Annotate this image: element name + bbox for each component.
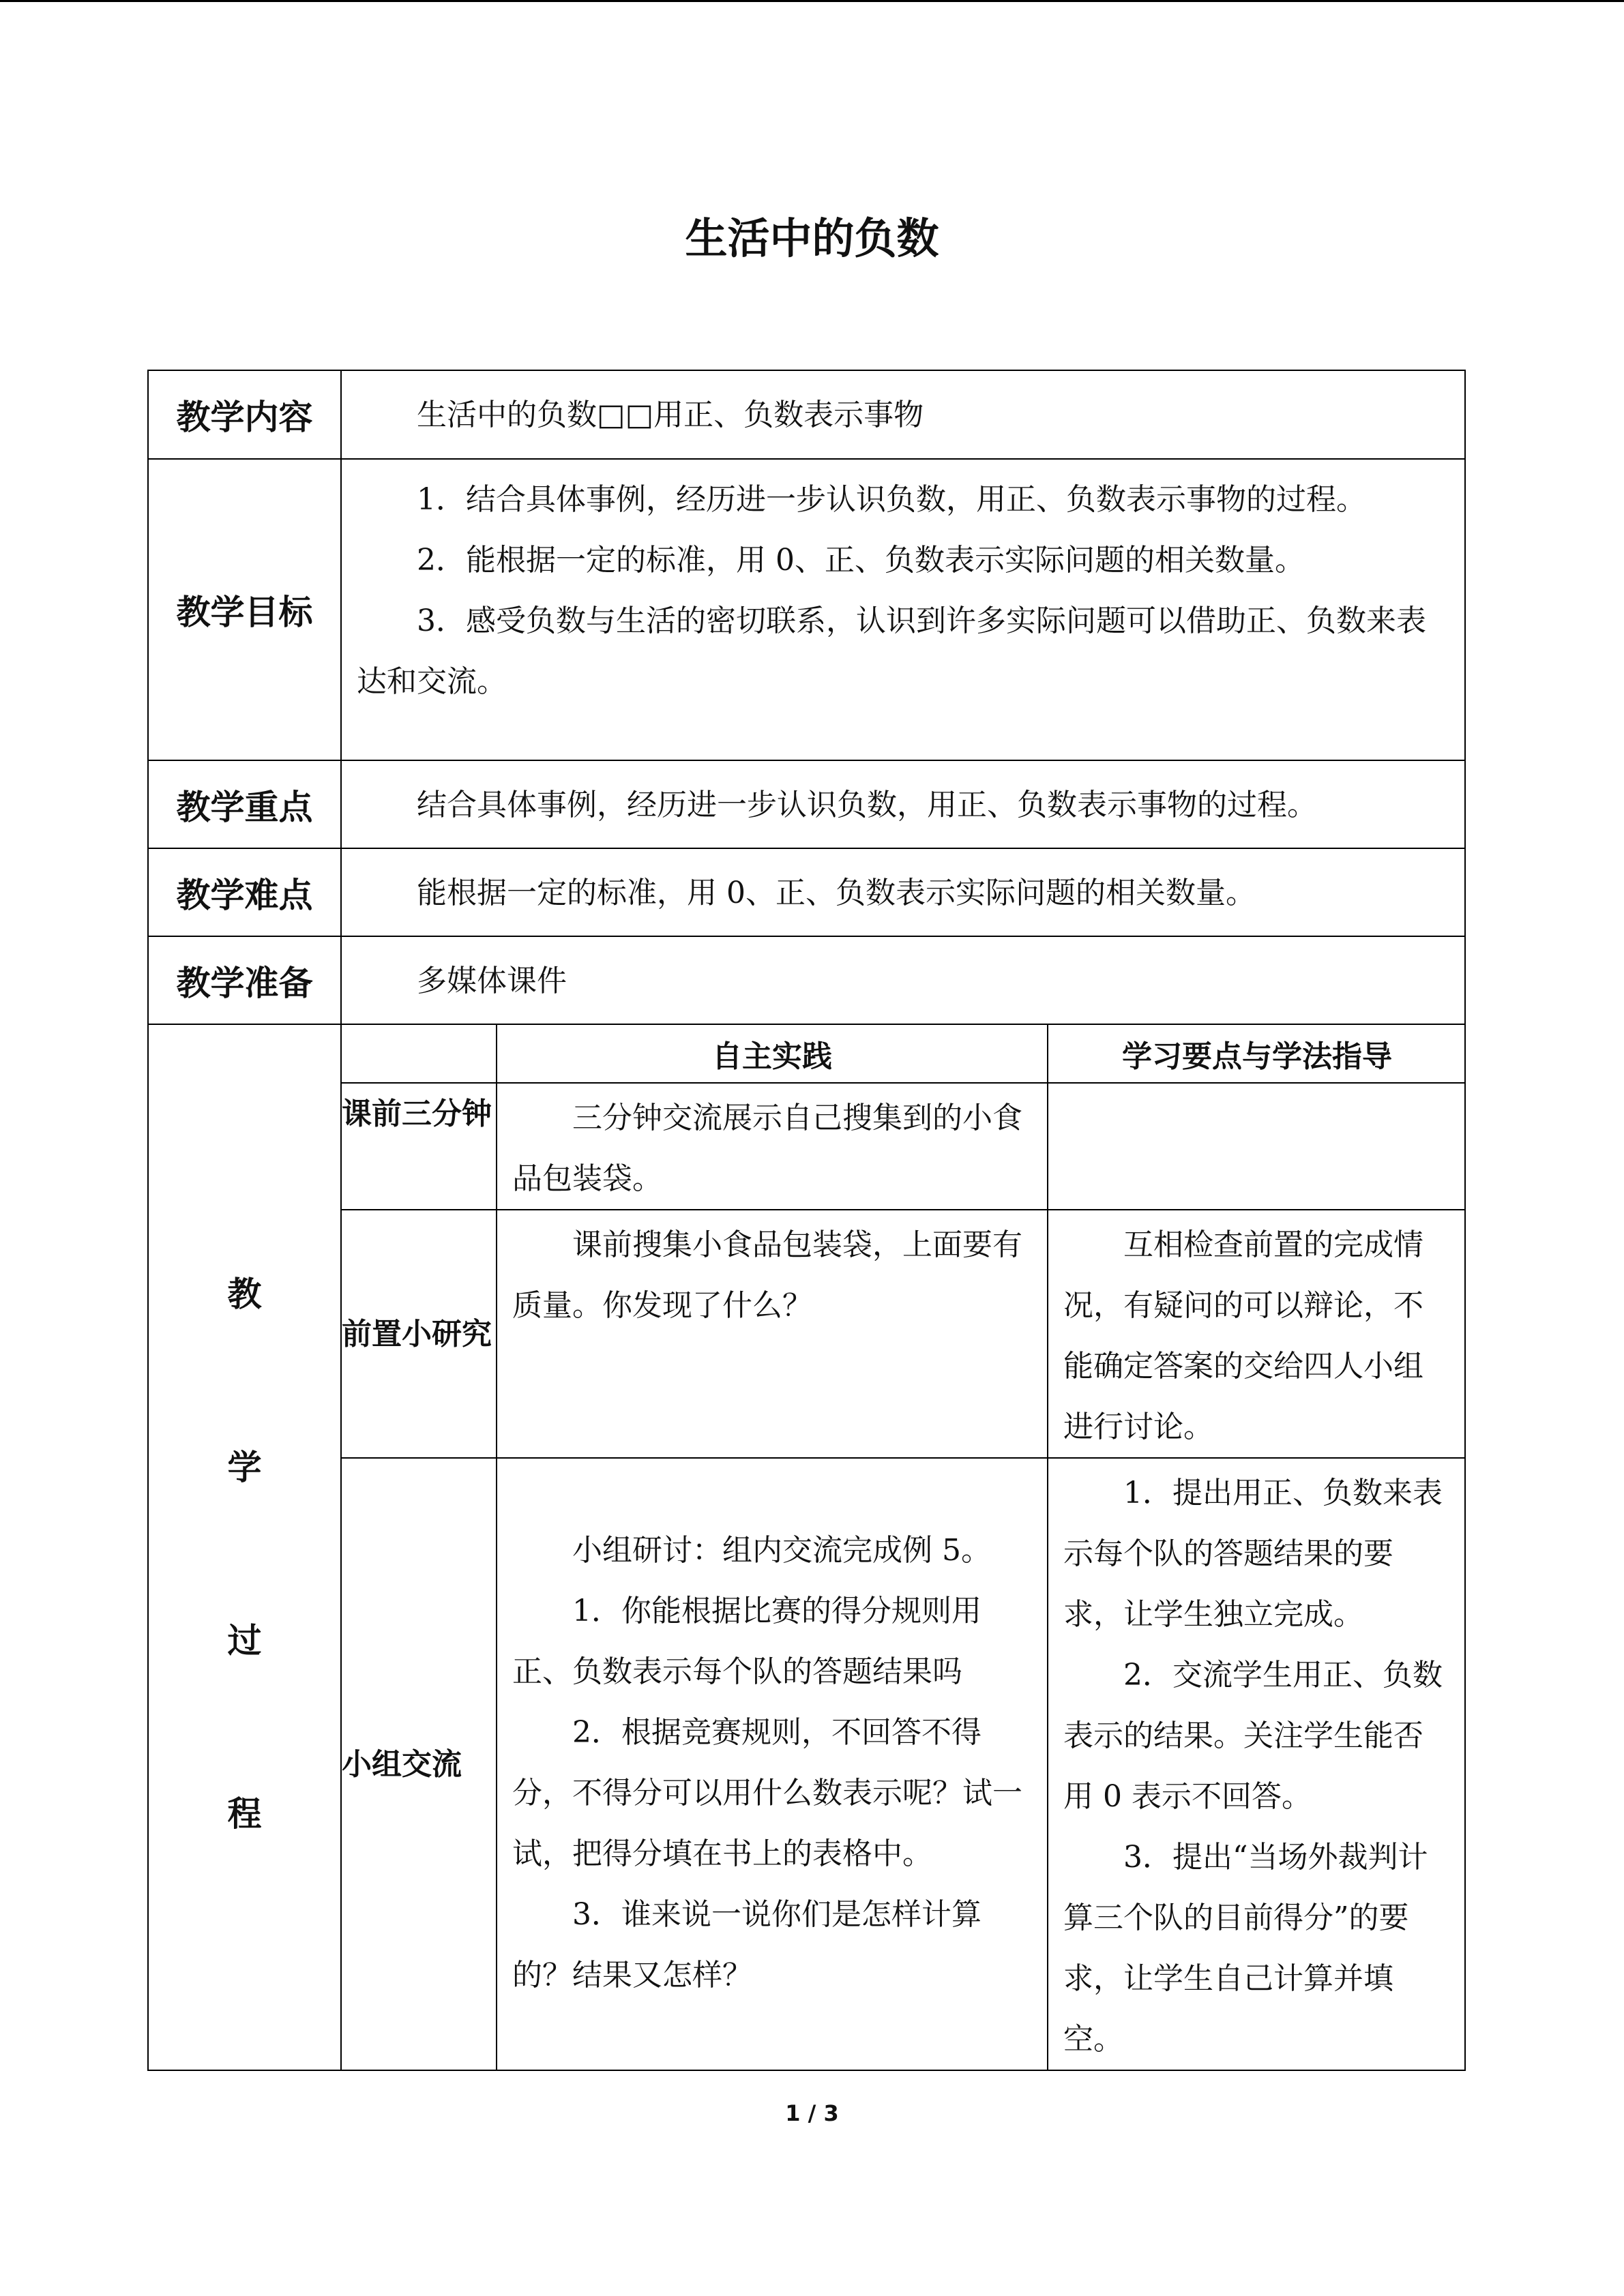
key-point-cell [341,760,1465,848]
process-label-char: 过 [227,1621,262,1660]
practice-text: 1．你能根据比赛的得分规则用正、负数表示每个队的答题结果吗 [512,1594,981,1689]
page-title: 生活中的负数 [685,213,939,263]
guide-text: 3．提出“当场外裁判计算三个队的目前得分”的要求，让学生自己计算并填空。 [1063,1840,1428,2057]
guide-text: 互相检查前置的完成情况，有疑问的可以辩论，不能确定答案的交给四人小组进行讨论。 [1063,1227,1423,1444]
lesson-plan-table [147,370,1466,2071]
row-label-key-point: 教学重点 [148,760,341,848]
guide-text: 1．提出用正、负数来表示每个队的答题结果的要求，让学生独立完成。 [1063,1476,1443,1632]
process-label [148,1024,341,2070]
header-practice: 自主实践 [497,1025,1048,1083]
practice-text: 2．根据竞赛规则，不回答不得分，不得分可以用什么数表示呢？试一试，把得分填在书上的表格中。 [512,1715,1022,1871]
process-label-char: 教 [227,1274,262,1314]
content-cell [341,370,1465,459]
top-border-line [0,0,1624,2]
practice-text: 三分钟交流展示自己搜集到的小食品包装袋。 [512,1101,1022,1196]
guide-text: 2．交流学生用正、负数表示的结果。关注学生能否用 0 表示不回答。 [1063,1658,1443,1814]
goal-item: 2．能根据一定的标准，用 0、正、负数表示实际问题的相关数量。 [417,543,1305,578]
header-guide: 学习要点与学法指导 [1048,1025,1466,1083]
goal-item: 3．感受负数与生活的密切联系，认识到许多实际问题可以借助正、负数来表达和交流。 [357,603,1426,699]
difficulty-cell [341,848,1465,936]
practice-text: 3．谁来说一说你们是怎样计算的？结果又怎样？ [512,1897,981,1993]
key-point-text: 结合具体事例，经历进一步认识负数，用正、负数表示事物的过程。 [417,788,1317,822]
process-cell [341,1024,1465,2070]
header-blank [342,1025,497,1083]
row-label-goals: 教学目标 [148,459,341,760]
row-label-difficulty: 教学难点 [148,848,341,936]
stage-name: 小组交流 [342,1458,497,2070]
preparation-cell [341,936,1465,1024]
stage-practice [497,1210,1048,1458]
difficulty-text: 能根据一定的标准，用 0、正、负数表示实际问题的相关数量。 [417,876,1256,910]
stage-name: 课前三分钟 [342,1083,497,1210]
stage-guide [1048,1458,1466,2070]
content-text: 生活中的负数□□用正、负数表示事物 [417,398,924,432]
stage-name: 前置小研究 [342,1210,497,1458]
goal-item: 1．结合具体事例，经历进一步认识负数，用正、负数表示事物的过程。 [417,482,1366,517]
practice-text: 课前搜集小食品包装袋，上面要有质量。你发现了什么？ [512,1227,1022,1323]
stage-practice [497,1458,1048,2070]
preparation-text: 多媒体课件 [417,964,567,998]
page-number: 1 / 3 [785,2100,839,2126]
row-label-preparation: 教学准备 [148,936,341,1024]
process-table [342,1025,1466,2070]
process-label-char: 学 [227,1448,262,1487]
practice-text: 小组研讨：组内交流完成例 5。 [572,1533,991,1568]
row-label-content: 教学内容 [148,370,341,459]
process-label-char: 程 [227,1794,262,1834]
stage-guide [1048,1083,1466,1210]
goals-cell [341,459,1465,760]
stage-guide [1048,1210,1466,1458]
stage-practice [497,1083,1048,1210]
